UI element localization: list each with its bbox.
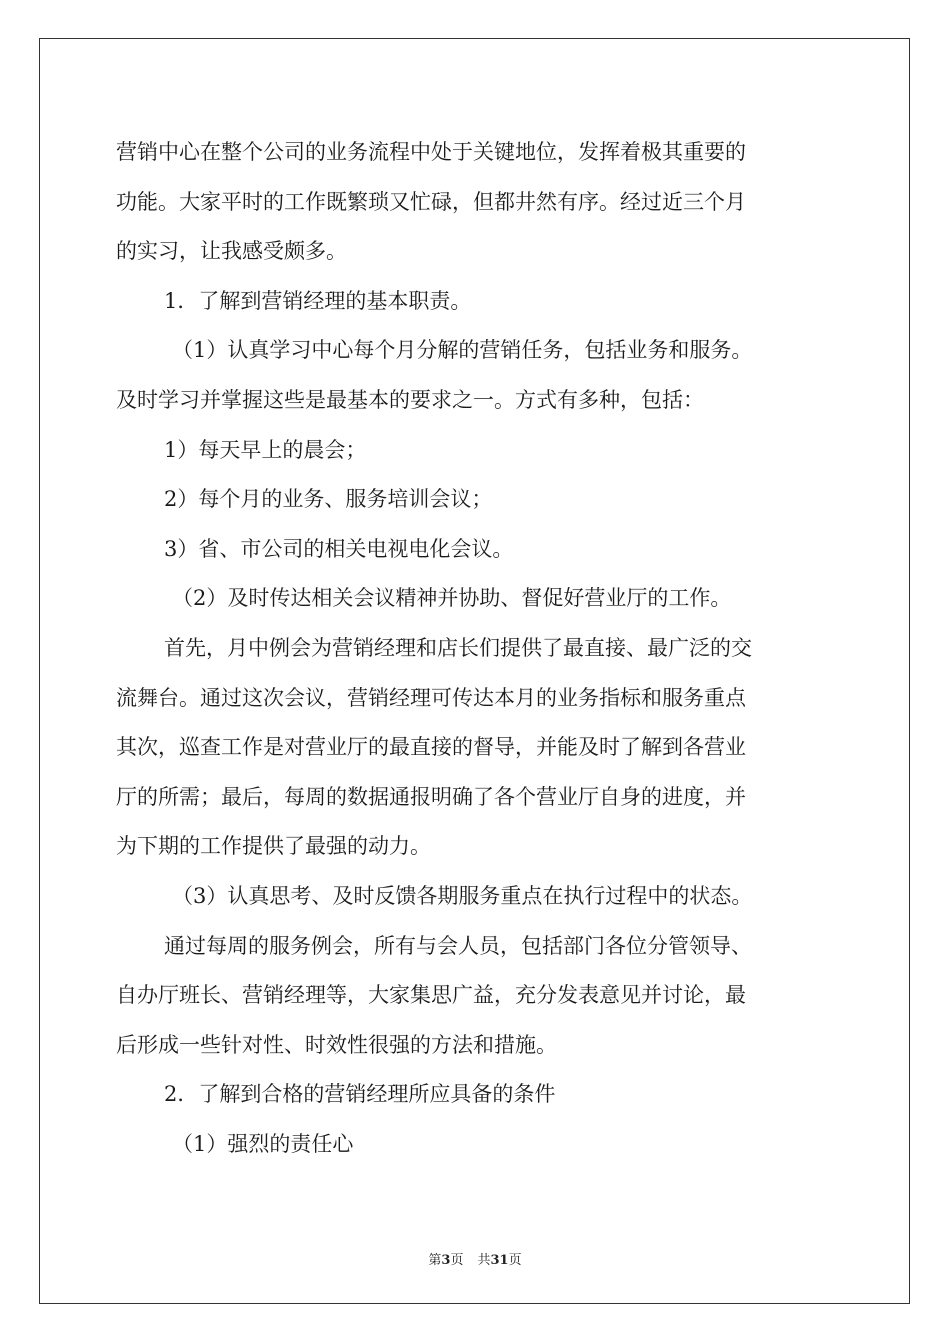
document-body: [116, 128, 836, 1169]
subsection-heading: （1）认真学习中心每个月分解的营销任务，包括业务和服务。: [172, 338, 753, 363]
page-prefix: 第: [428, 1253, 442, 1268]
subsection-heading: （2）及时传达相关会议精神并协助、督促好营业厅的工作。: [172, 586, 732, 611]
text-line: 厅的所需；最后，每周的数据通报明确了各个营业厅自身的进度，并: [116, 784, 746, 809]
text-line: 流舞台。通过这次会议，营销经理可传达本月的业务指标和服务重点: [116, 685, 746, 710]
list-item: 1）每天早上的晨会；: [164, 437, 367, 462]
text-line: 自办厅班长、营销经理等，大家集思广益，充分发表意见并讨论，最: [116, 983, 746, 1008]
text-line: 通过每周的服务例会，所有与会人员，包括部门各位分管领导、: [164, 933, 752, 958]
text-line: 首先，月中例会为营销经理和店长们提供了最直接、最广泛的交: [164, 635, 752, 660]
text-line: 及时学习并掌握这些是最基本的要求之一。方式有多种，包括：: [116, 387, 704, 412]
text-line: 为下期的工作提供了最强的动力。: [116, 834, 431, 859]
list-item: 2）每个月的业务、服务培训会议；: [164, 487, 493, 512]
section-heading-2: 2．了解到合格的营销经理所应具备的条件: [164, 1082, 556, 1107]
list-item: 3）省、市公司的相关电视电化会议。: [164, 536, 514, 561]
page-total: 31: [490, 1253, 509, 1268]
text-line: 功能。大家平时的工作既繁琐又忙碌，但都井然有序。经过近三个月: [116, 189, 746, 214]
text-line: 后形成一些针对性、时效性很强的方法和措施。: [116, 1032, 557, 1057]
section-heading-1: 1．了解到营销经理的基本职责。: [164, 288, 472, 313]
subsection-heading: （1）强烈的责任心: [172, 1131, 354, 1156]
page-footer: [0, 1249, 950, 1268]
text-line: 营销中心在整个公司的业务流程中处于关键地位，发挥着极其重要的: [116, 140, 746, 164]
page-unit: 页: [450, 1253, 464, 1268]
page-current: 3: [441, 1253, 451, 1268]
total-prefix: 共: [477, 1253, 491, 1268]
text-line: 的实习，让我感受颇多。: [116, 239, 347, 264]
text-line: 其次，巡查工作是对营业厅的最直接的督导，并能及时了解到各营业: [116, 735, 746, 760]
subsection-heading: （3）认真思考、及时反馈各期服务重点在执行过程中的状态。: [172, 883, 753, 908]
total-unit: 页: [508, 1253, 522, 1268]
